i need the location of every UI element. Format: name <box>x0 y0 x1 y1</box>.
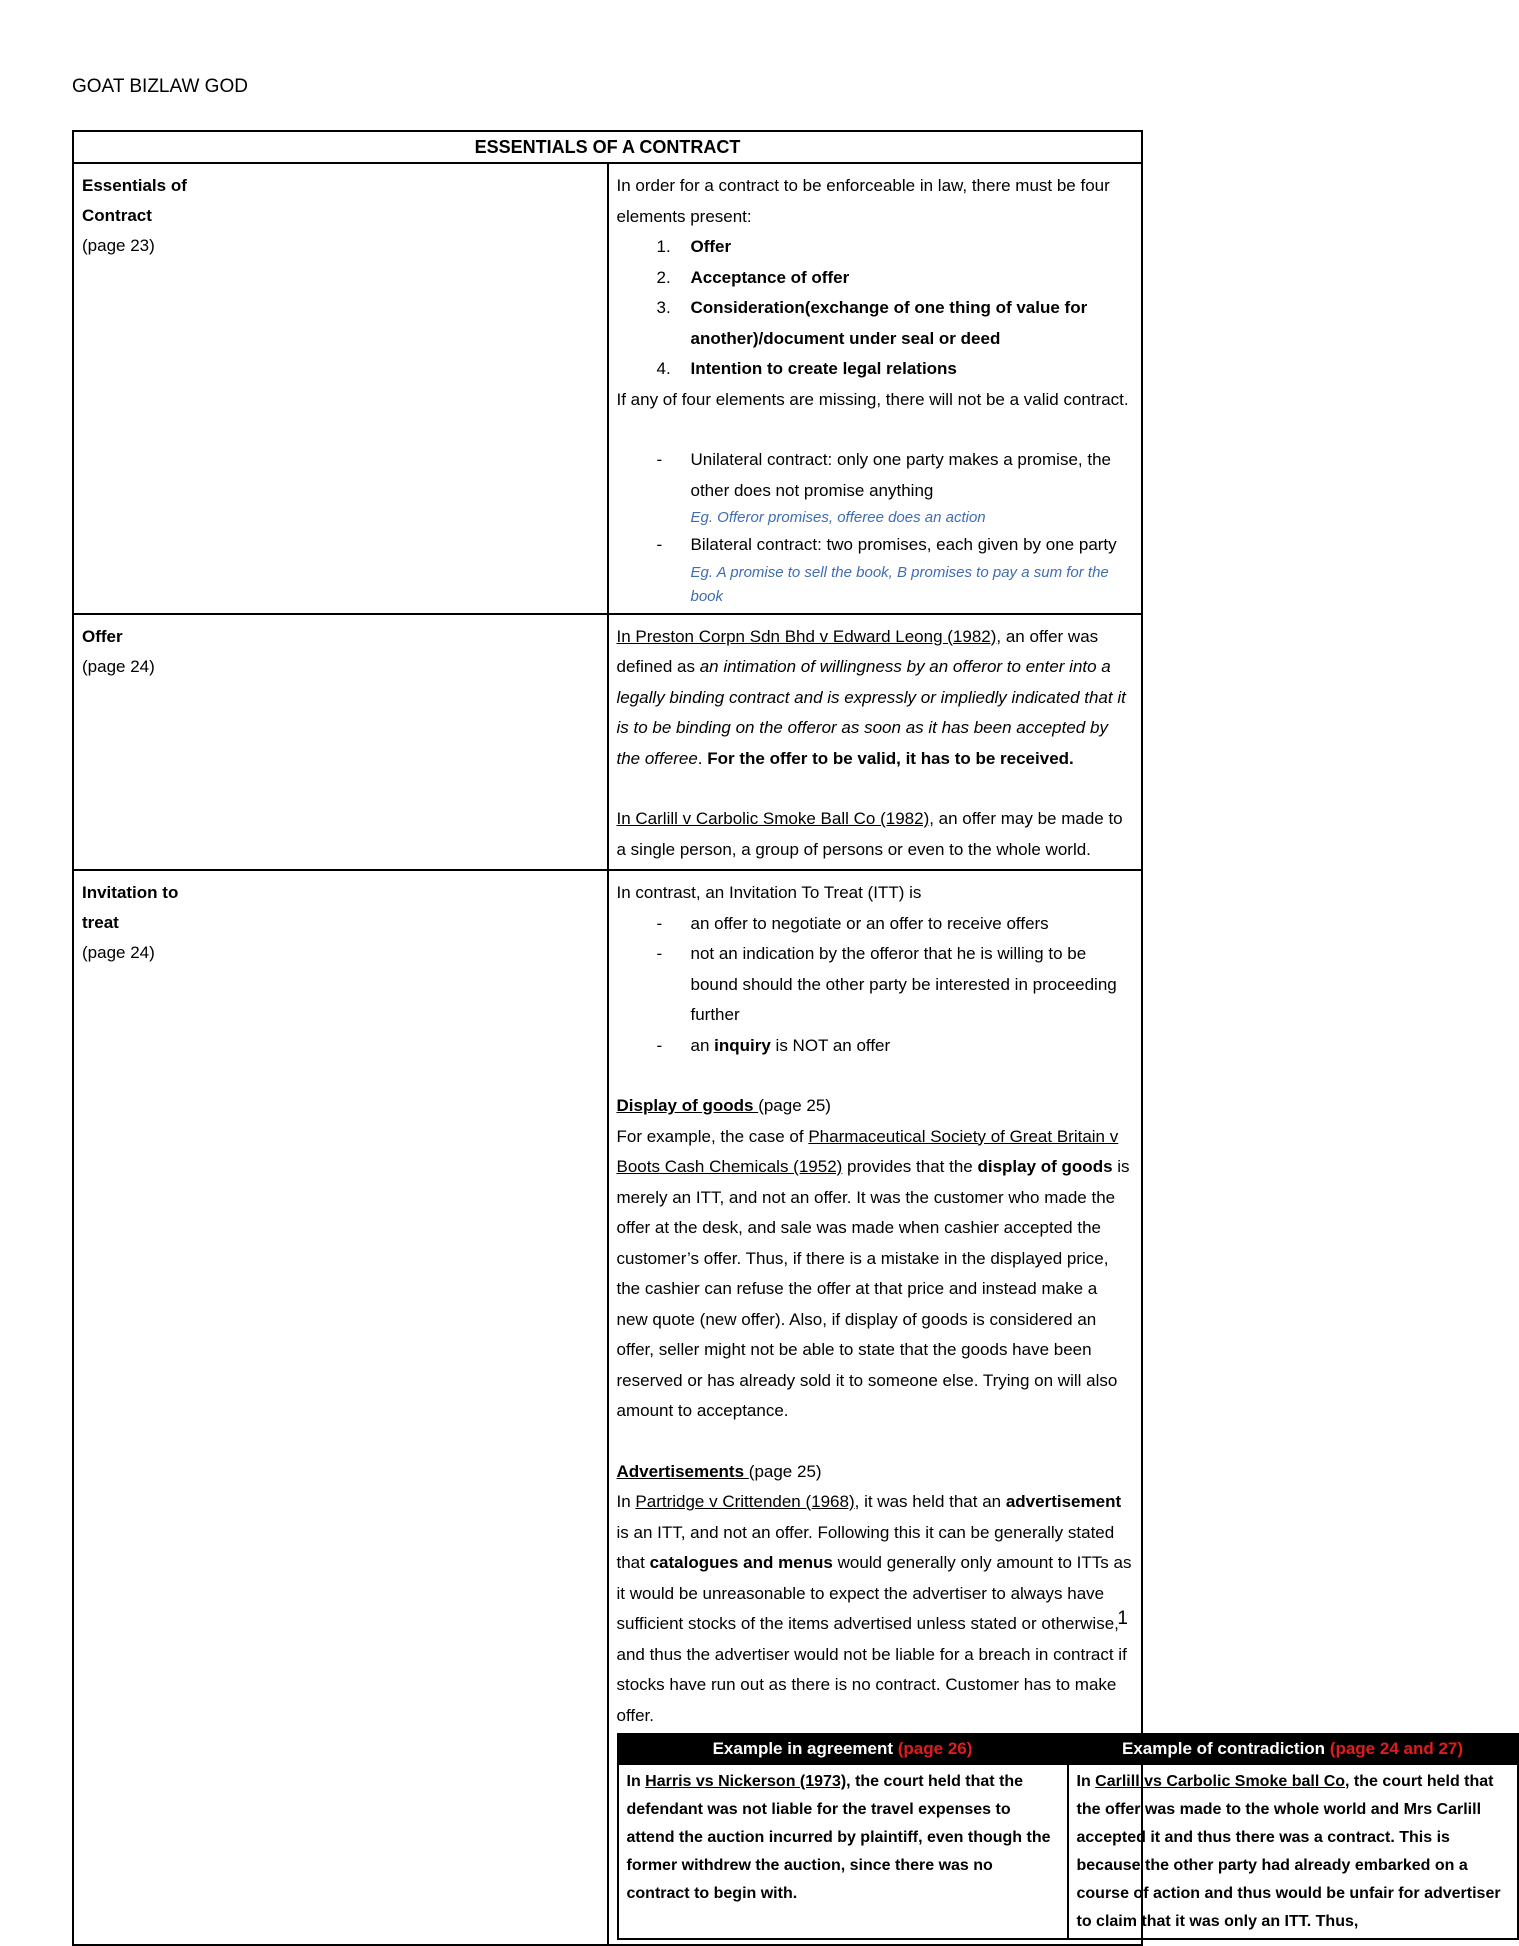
unilateral-example: Eg. Offeror promises, offeree does an action <box>690 509 986 526</box>
unilateral-text: Unilateral contract: only one party makes a promise, the other does not promise anything <box>690 450 1111 500</box>
display-goods-paragraph: For example, the case of Pharmaceutical Society of Great Britain v Boots Cash Chemicals (1952) provides that the display of goods is merely an ITT, and not an offer. It was the customer who made the offer at the desk, and sale was made when cashier accepted the customer’s offer. Thus, if there is a mistake in the displayed price, the cashier can refuse the offer at that price and instead make a new quote (new offer). Also, if display of goods is considered an offer, seller might not be able to state that the goods have been reserved or has already sold it to someone else. Trying on will also amount to acceptance. <box>616 1126 1130 1420</box>
list-text: Consideration(exchange of one thing of value for another)/document under seal or deed <box>690 298 1088 348</box>
list-number: 4. <box>656 359 671 378</box>
example-contradiction-cell: In Carlill vs Carbolic Smoke ball Co, the court held that the offer was made to the whole world and Mrs Carlill accepted it and thus there was a contract. This is because the other party had already embarked on a course of action and thus would be unfair for advertiser to claim that it was only an ITT. Thus, <box>1068 1764 1518 1939</box>
itt-intro: In contrast, an Invitation To Treat (ITT) is <box>616 883 922 902</box>
label-line: treat <box>82 913 119 932</box>
bilateral-text: Bilateral contract: two promises, each given by one party <box>690 535 1117 554</box>
case-name: Harris vs Nickerson (1973), <box>645 1773 851 1790</box>
examples-header-agreement: Example in agreement (page 26) <box>618 1734 1068 1764</box>
list-text: Acceptance of offer <box>690 267 850 287</box>
example-agreement-cell: In Harris vs Nickerson (1973), the court held that the defendant was not liable for the travel expenses to attend the auction incurred by plaintiff, even though the former withdrew the auction, since there was no contract to begin with. <box>618 1764 1068 1939</box>
offer-definition: an intimation of willingness by an offeror to enter into a legally binding contract and is expressly or impliedly indicated that it is to be binding on the offeror as soon as it has been accepted by the offeree <box>616 657 1126 768</box>
offer-paragraph: In Preston Corpn Sdn Bhd v Edward Leong (1982), an offer was defined as an intimation of willingness by an offeror to enter into a legally binding contract and is expressly or impliedly indicated that it is to be binding on the offeror as soon as it has been accepted by the offeree. For the offer to be valid, it has to be received. <box>616 626 1126 768</box>
page-number: 1 <box>1117 1608 1128 1629</box>
row-content-essentials <box>608 163 1143 614</box>
row-label-offer <box>73 614 608 871</box>
label-page: (page 23) <box>82 236 155 255</box>
bilateral-example: Eg. A promise to sell the book, B promises to pay a sum for the book <box>690 563 1109 605</box>
document-header: GOAT BIZLAW GOD <box>72 76 248 97</box>
list-item <box>617 263 1134 294</box>
table-row-offer <box>73 614 1142 871</box>
display-goods-heading: Display of goods (page 25) <box>616 1096 831 1115</box>
list-text: Intention to create legal relations <box>690 359 957 378</box>
list-item <box>617 232 1134 263</box>
examples-table <box>617 1733 1519 1940</box>
label-page: (page 24) <box>82 943 155 962</box>
essentials-intro: In order for a contract to be enforceable in law, there must be four elements present: <box>616 176 1110 226</box>
essentials-table <box>72 130 1501 1946</box>
table-title: ESSENTIALS OF A CONTRACT <box>73 131 1142 163</box>
table-row-itt <box>73 870 1142 1945</box>
offer-validity: For the offer to be valid, it has to be received. <box>707 748 1074 768</box>
list-item: - an inquiry is NOT an offer <box>656 1035 891 1055</box>
case-name: In Carlill v Carbolic Smoke Ball Co (1982), <box>616 809 934 828</box>
label-line: Contract <box>82 206 152 225</box>
label-line: Invitation to <box>82 883 179 902</box>
list-item <box>617 354 1134 385</box>
examples-header-contradiction: Example of contradiction (page 24 and 27) <box>1068 1734 1518 1764</box>
row-content-offer <box>608 614 1143 871</box>
label-page: (page 24) <box>82 656 155 676</box>
list-number: 2. <box>656 267 671 287</box>
list-number: 1. <box>656 237 671 256</box>
row-label-itt <box>73 870 608 1945</box>
row-label-essentials <box>73 163 608 614</box>
table-row-essentials <box>73 163 1142 614</box>
list-item: - an offer to negotiate or an offer to receive offers <box>656 913 1049 933</box>
label-line: Essentials of <box>82 176 187 195</box>
list-item: - not an indication by the offeror that he is willing to be bound should the other party be interested in proceeding further <box>656 944 1117 1024</box>
advertisements-paragraph: In Partridge v Crittenden (1968), it was held that an advertisement is an ITT, and not an offer. Following this it can be generally stated that catalogues and menus would generally only amount to ITTs as it would be unreasonable to expect the advertiser to always have sufficient stocks of the items advertised unless stated or otherwise, and thus the advertiser would not be liable for a breach in contract if stocks have run out as there is no contract. Customer has to make offer. <box>616 1492 1132 1725</box>
carlill-paragraph: In Carlill v Carbolic Smoke Ball Co (1982), an offer may be made to a single person, a group of persons or even to the whole world. <box>616 809 1123 859</box>
case-name: Partridge v Crittenden (1968) <box>635 1492 855 1511</box>
list-number: 3. <box>656 298 671 317</box>
list-item <box>617 293 1134 354</box>
case-name: In Preston Corpn Sdn Bhd v Edward Leong (1982) <box>616 626 997 646</box>
label-line: Offer <box>82 626 123 646</box>
list-text: Offer <box>690 237 732 256</box>
case-name: Carlill vs Carbolic Smoke ball Co, <box>1095 1773 1350 1790</box>
case-name: Pharmaceutical Society of Great Britain v Boots Cash Chemicals (1952) <box>616 1126 1119 1176</box>
advertisements-heading: Advertisements (page 25) <box>616 1461 822 1481</box>
list-item: - Bilateral contract: two promises, each given by one party <box>656 535 1117 554</box>
row-content-itt <box>608 870 1501 1945</box>
missing-elements-note: If any of four elements are missing, there will not be a valid contract. <box>616 389 1129 409</box>
list-item: - Unilateral contract: only one party makes a promise, the other does not promise anything <box>656 450 1111 500</box>
